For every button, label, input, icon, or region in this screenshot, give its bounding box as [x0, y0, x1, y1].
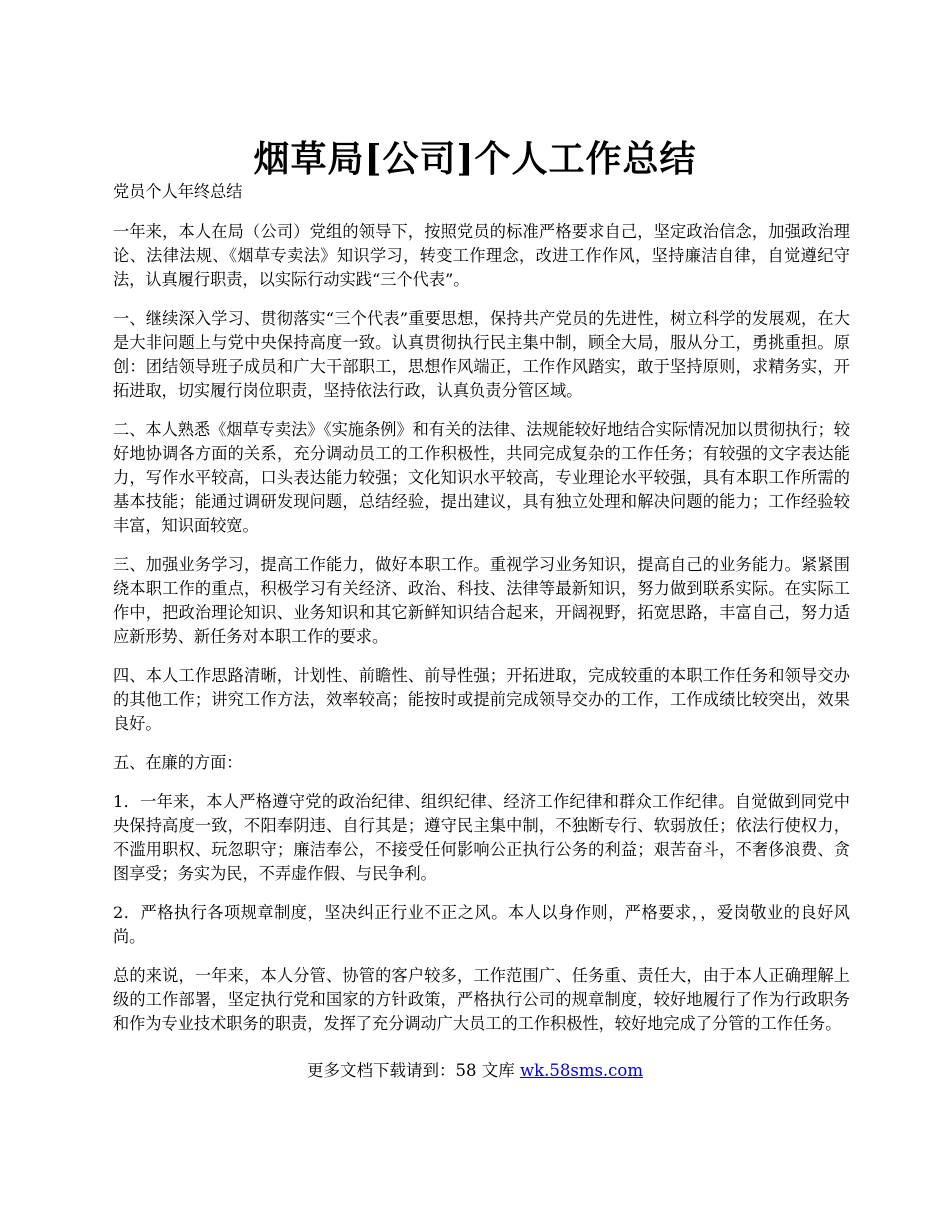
- paragraph-item-1: 1．一年来，本人严格遵守党的政治纪律、组织纪律、经济工作纪律和群众工作纪律。自觉做到同党中央保持高度一致，不阳奉阴违、自行其是；遵守民主集中制，不独断专行、软弱放任；依法行使权力，不滥用职权、玩忽职守；廉洁奉公，不接受任何影响公正执行公务的利益；艰苦奋斗，不奢侈浪费、贪图享受；务实为民，不弄虚作假、与民争利。: [113, 792, 850, 883]
- footer-text: 更多文档下载请到：58 文库: [306, 1061, 520, 1080]
- paragraph-section-2: 二、本人熟悉《烟草专卖法》《实施条例》和有关的法律、法规能较好地结合实际情况加以贯彻执行；较好地协调各方面的关系，充分调动员工的工作积极性，共同完成复杂的工作任务；有较强的文字表达能力，写作水平较高，口头表达能力较强；文化知识水平较高，专业理论水平较强，具有本职工作所需的基本技能；能通过调研发现问题，总结经验，提出建议，具有独立处理和解决问题的能力；工作经验较丰富，知识面较宽。: [113, 420, 850, 535]
- footer-download-note: [0, 1059, 950, 1083]
- document-body: [113, 180, 850, 1051]
- document-subtitle: 党员个人年终总结: [113, 182, 243, 201]
- document-title: 烟草局[公司]个人工作总结: [253, 138, 697, 181]
- paragraph-section-3: 三、加强业务学习，提高工作能力，做好本职工作。重视学习业务知识，提高自己的业务能力。紧紧围绕本职工作的重点，积极学习有关经济、政治、科技、法律等最新知识，努力做到联系实际。在实际工作中，把政治理论知识、业务知识和其它新鲜知识结合起来，开阔视野，拓宽思路，丰富自己，努力适应新形势、新任务对本职工作的要求。: [113, 555, 850, 646]
- paragraph-section-1: 一、继续深入学习、贯彻落实“三个代表”重要思想，保持共产党员的先进性，树立科学的发展观，在大是大非问题上与党中央保持高度一致。认真贯彻执行民主集中制，顾全大局，服从分工，勇挑重担。原创：团结领导班子成员和广大干部职工，思想作风端正，工作作风踏实，敢于坚持原则，求精务实，开拓进取，切实履行岗位职责，坚持依法行政，认真负责分管区域。: [113, 309, 850, 400]
- paragraph-section-5-heading: 五、在廉的方面：: [113, 753, 243, 772]
- paragraph-intro: 一年来，本人在局（公司）党组的领导下，按照党员的标准严格要求自己，坚定政治信念，加强政治理论、法律法规、《烟草专卖法》知识学习，转变工作理念，改进工作作风，坚持廉洁自律，自觉遵纪守法，认真履行职责，以实际行动实践“三个代表”。: [113, 222, 850, 289]
- paragraph-section-4: 四、本人工作思路清晰，计划性、前瞻性、前导性强；开拓进取，完成较重的本职工作任务和领导交办的其他工作；讲究工作方法，效率较高；能按时或提前完成领导交办的工作，工作成绩比较突出，效果良好。: [113, 666, 850, 733]
- footer-link[interactable]: wk.58sms.com: [519, 1061, 643, 1080]
- paragraph-item-2: 2．严格执行各项规章制度，坚决纠正行业不正之风。本人以身作则，严格要求，，爱岗敬业的良好风尚。: [113, 903, 850, 946]
- paragraph-conclusion: 总的来说，一年来，本人分管、协管的客户较多，工作范围广、任务重、责任大，由于本人正确理解上级的工作部署，坚定执行党和国家的方针政策，严格执行公司的规章制度，较好地履行了作为行政职务和作为专业技术职务的职责，发挥了充分调动广大员工的工作积极性，较好地完成了分管的工作任务。: [113, 966, 850, 1033]
